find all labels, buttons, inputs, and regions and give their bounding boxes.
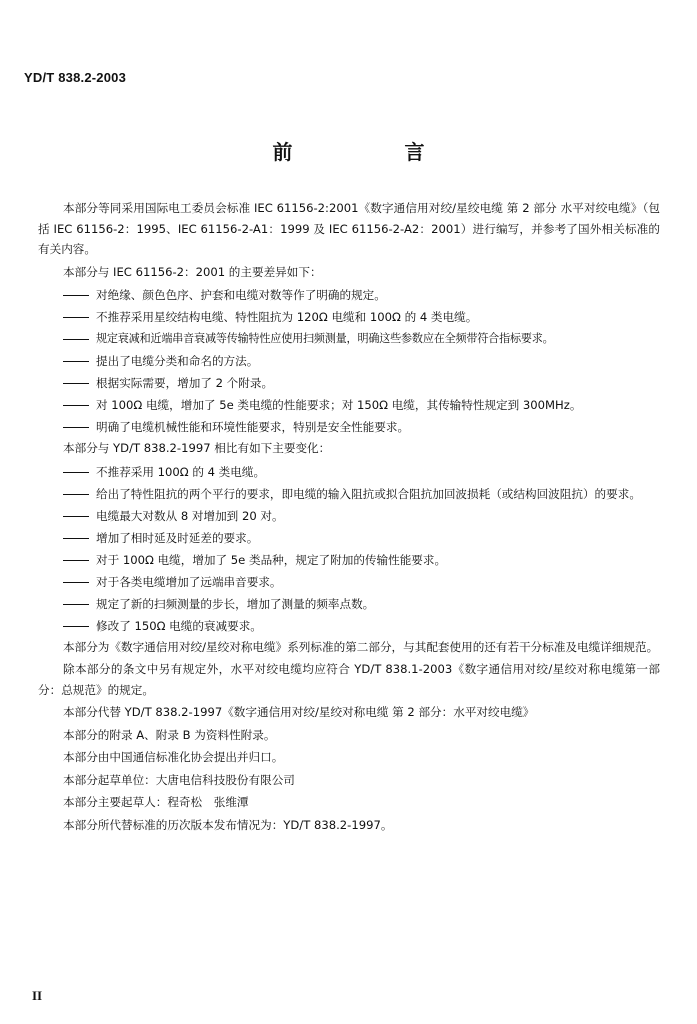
- list-item: [63, 615, 660, 637]
- dash-bullet: [63, 516, 89, 517]
- paragraph-history: 本部分所代替标准的历次版本发布情况为：YD/T 838.2-1997。: [63, 817, 393, 832]
- paragraph-proposed-by: 本部分由中国通信标准化协会提出并归口。: [63, 750, 284, 764]
- list-item-text: 规定衰减和近端串音衰减等传输特性应使用扫频测量，明确这些参数应在全频带符合指标要求。: [96, 332, 554, 345]
- page-title: 前 言: [272, 140, 471, 164]
- dash-bullet: [63, 582, 89, 583]
- list-item-text: 根据实际需要，增加了 2 个附录。: [96, 376, 274, 390]
- list-item-text: 电缆最大对数从 8 对增加到 20 对。: [96, 508, 284, 523]
- dash-bullet: [63, 472, 89, 473]
- list-item-text: 明确了电缆机械性能和环境性能要求，特别是安全性能要求。: [96, 420, 410, 434]
- list-item: [63, 593, 660, 615]
- paragraph-drafters: 本部分主要起草人：程奇松 张维潭: [63, 795, 249, 809]
- dash-bullet: [63, 339, 89, 340]
- list-item: [63, 372, 660, 394]
- list-item-text: 规定了新的扫频测量的步长，增加了测量的频率点数。: [96, 596, 375, 611]
- dash-bullet: [63, 361, 89, 362]
- dash-bullet: [63, 317, 89, 318]
- list-item-text: 给出了特性阻抗的两个平行的要求，即电缆的输入阻抗或拟合阻抗加回波损耗（或结构回波阻抗）的要求。: [96, 486, 641, 501]
- dash-bullet: [63, 604, 89, 605]
- standard-code: YD/T 838.2-2003: [24, 70, 127, 85]
- dash-bullet: [63, 560, 89, 561]
- list-item-text: 提出了电缆分类和命名的方法。: [96, 354, 259, 368]
- dash-bullet: [63, 405, 89, 406]
- list-item-text: 对于 100Ω 电缆，增加了 5e 类品种，规定了附加的传输性能要求。: [96, 552, 447, 567]
- dash-bullet: [63, 383, 89, 384]
- list-item-text: 对 100Ω 电缆，增加了 5e 类电缆的性能要求；对 150Ω 电缆，其传输特性规定到 300MHz。: [96, 398, 582, 412]
- list-item: [63, 328, 660, 350]
- list-item: [63, 350, 660, 372]
- paragraph-adoption: 本部分等同采用国际电工委员会标准 IEC 61156-2:2001《数字通信用对绞/星绞电缆 第 2 部分 水平对绞电缆》（包括 IEC 61156-2：1995、IEC 61156-2-A1：1999 及 IEC 61156-2-A2：2001）进行编写，并参考了国外相关标准的有关内容。: [38, 201, 660, 256]
- list-item: [63, 483, 660, 505]
- list-item: [63, 394, 660, 416]
- paragraph-general-spec: 除本部分的条文中另有规定外，水平对绞电缆均应符合 YD/T 838.1-2003《数字通信用对绞/星绞对称电缆第一部分：总规范》的规定。: [38, 662, 660, 697]
- page-number: II: [32, 988, 43, 1003]
- list-item-text: 对于各类电缆增加了远端串音要求。: [96, 574, 282, 589]
- list-item: [63, 505, 660, 527]
- list-item-text: 不推荐采用星绞结构电缆、特性阻抗为 120Ω 电缆和 100Ω 的 4 类电缆。: [96, 310, 478, 324]
- dash-bullet: [63, 494, 89, 495]
- dash-bullet: [63, 295, 89, 296]
- list-item-text: 对绝缘、颜色色序、护套和电缆对数等作了明确的规定。: [96, 288, 386, 302]
- dash-bullet: [63, 427, 89, 428]
- paragraph-annexes: 本部分的附录 A、附录 B 为资料性附录。: [63, 727, 276, 742]
- paragraph-series: 本部分为《数字通信用对绞/星绞对称电缆》系列标准的第二部分，与其配套使用的还有若干分标准及电缆详细规范。: [63, 639, 659, 654]
- dash-bullet: [63, 626, 89, 627]
- foreword-body: [38, 198, 660, 837]
- list-item: [63, 461, 660, 483]
- list-item-text: 不推荐采用 100Ω 的 4 类电缆。: [96, 464, 266, 479]
- list-item: [63, 527, 660, 549]
- list-item: [63, 416, 660, 438]
- paragraph-replaces: 本部分代替 YD/T 838.2-1997《数字通信用对绞/星绞对称电缆 第 2 部分：水平对绞电缆》: [63, 705, 535, 719]
- paragraph-changes-intro: 本部分与 YD/T 838.2-1997 相比有如下主要变化：: [63, 441, 331, 455]
- paragraph-drafting-unit: 本部分起草单位：大唐电信科技股份有限公司: [63, 772, 295, 787]
- list-item: [63, 571, 660, 593]
- list-item: [63, 549, 660, 571]
- list-item: [63, 306, 660, 328]
- paragraph-differences-intro: 本部分与 IEC 61156-2：2001 的主要差异如下：: [63, 264, 322, 279]
- list-item-text: 修改了 150Ω 电缆的衰减要求。: [96, 618, 262, 633]
- dash-bullet: [63, 538, 89, 539]
- list-item-text: 增加了相时延及时延差的要求。: [96, 530, 259, 545]
- list-item: [63, 284, 660, 306]
